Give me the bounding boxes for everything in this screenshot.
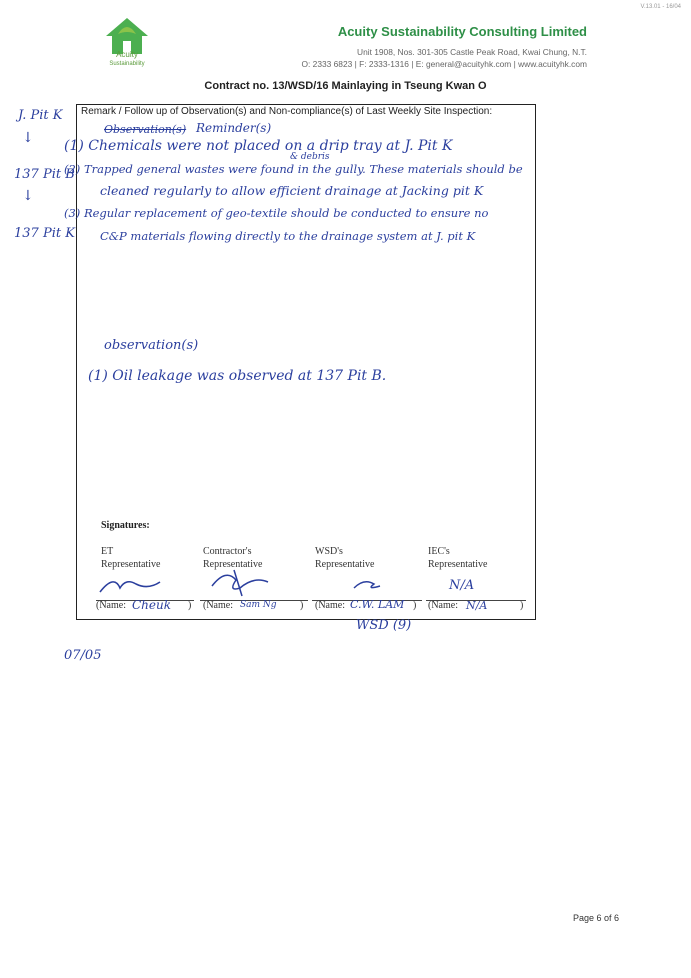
wsd-name-label: (Name:: [315, 600, 345, 611]
role-et: [101, 545, 160, 571]
wsd-name-close: ): [413, 600, 417, 611]
struck-heading: Observation(s): [104, 123, 187, 136]
role-et-line2: Representative: [101, 559, 161, 570]
remark-item-2: (2) Trapped general wastes were found in the gully. These materials should be: [64, 162, 523, 176]
remark-item-2-cont: cleaned regularly to allow efficient drainage at Jacking pit K: [100, 183, 484, 198]
iec-name-value: N/A: [466, 599, 488, 612]
wsd-signature: [350, 574, 390, 596]
et-name-value: Cheuk: [132, 598, 172, 612]
document-version-tag: V.13.01 - 16/04: [640, 4, 681, 10]
role-wsd-line1: WSD's: [315, 546, 343, 557]
contractor-name-value: Sam Ng: [240, 600, 277, 610]
role-contractor-line2: Representative: [203, 559, 263, 570]
inserted-words: & debris: [290, 152, 330, 162]
remark-label: Remark / Follow up of Observation(s) and Non-compliance(s) of Last Weekly Site Inspection:: [81, 106, 493, 117]
wsd-name-value: C.W. LAM: [350, 598, 405, 611]
role-iec-line2: Representative: [428, 559, 488, 570]
logo-text-sustainability: Sustainability: [109, 61, 145, 67]
role-iec-line1: IEC's: [428, 546, 450, 557]
role-et-line1: ET: [101, 546, 114, 557]
role-contractor-line1: Contractor's: [203, 546, 252, 557]
logo-text-acuity: Acuity: [116, 50, 138, 59]
date-note: 07/05: [64, 648, 102, 663]
contractor-name-label: (Name:: [203, 600, 233, 611]
margin-note-137-pit-b: 137 Pit B: [14, 167, 75, 182]
role-wsd: [315, 545, 374, 571]
contract-title: Contract no. 13/WSD/16 Mainlaying in Tseung Kwan O: [204, 80, 487, 92]
contractor-name-close: ): [300, 600, 304, 611]
remark-item-3-cont: C&P materials flowing directly to the drainage system at J. pit K: [100, 229, 476, 243]
contractor-signature: [206, 566, 276, 598]
observation-item-1: (1) Oil leakage was observed at 137 Pit B.: [88, 368, 387, 384]
company-name: Acuity Sustainability Consulting Limited: [337, 24, 587, 39]
observation-heading: observation(s): [104, 338, 199, 353]
down-arrow-icon: ↓: [22, 130, 34, 146]
company-address: Unit 1908, Nos. 301-305 Castle Peak Road, Kwai Chung, N.T.: [357, 47, 587, 57]
et-name-label: (Name:: [96, 600, 126, 611]
et-name-close: ): [188, 600, 192, 611]
down-arrow-icon: ↓: [22, 188, 34, 204]
iec-name-label: (Name:: [428, 600, 458, 611]
reminders-heading: Reminder(s): [196, 121, 272, 135]
iec-signature: N/A: [449, 578, 475, 593]
et-signature: [96, 570, 166, 598]
wsd-note: WSD (9): [356, 618, 412, 633]
margin-note-jpit-k: J. Pit K: [18, 108, 63, 123]
remark-item-3: (3) Regular replacement of geo-textile should be conducted to ensure no: [64, 206, 489, 220]
role-wsd-line2: Representative: [315, 559, 375, 570]
remark-item-1: (1) Chemicals were not placed on a drip tray at J. Pit K: [64, 138, 453, 154]
signatures-title: Signatures:: [101, 520, 150, 531]
role-iec: [428, 545, 487, 571]
remark-form-box: [76, 104, 536, 620]
margin-note-137-pit-k: 137 Pit K: [14, 226, 75, 241]
company-contact: O: 2333 6823 | F: 2333-1316 | E: general@acuityhk.com | www.acuityhk.com: [301, 59, 587, 69]
iec-name-close: ): [520, 600, 524, 611]
page-number: Page 6 of 6: [572, 913, 619, 923]
